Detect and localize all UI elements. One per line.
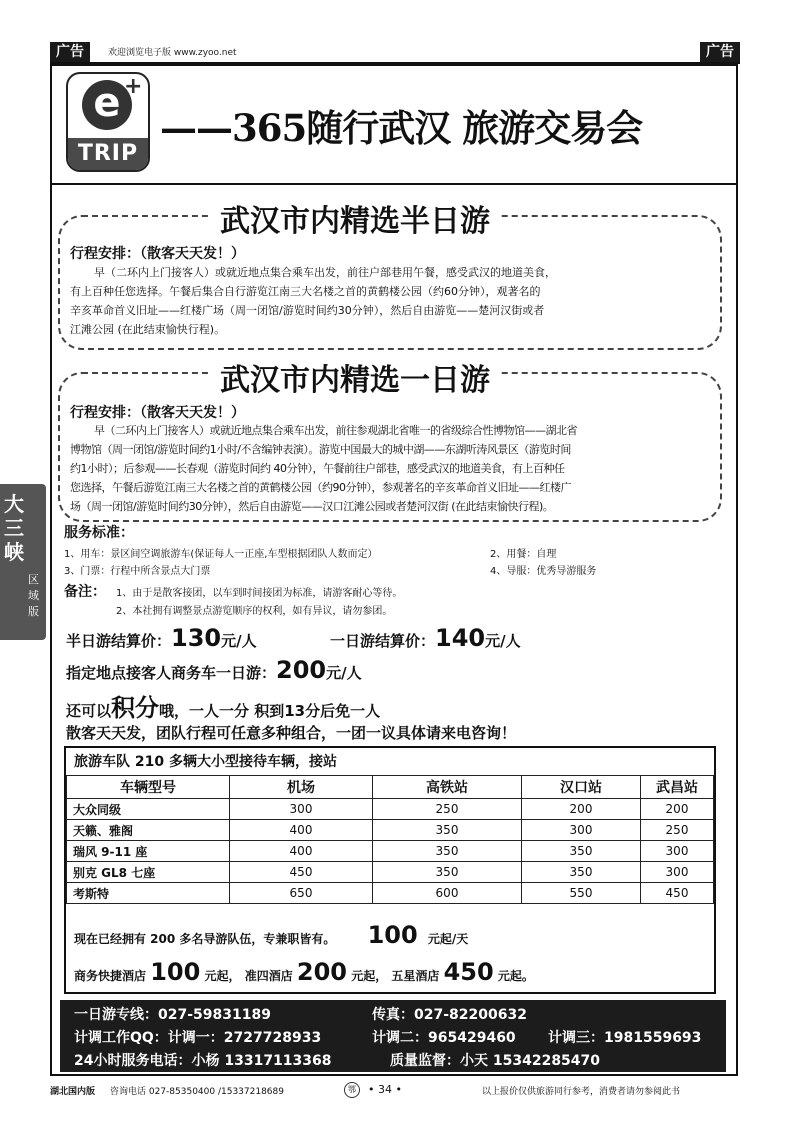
combo-line: 散客天天发，团队行程可任意多种组合，一团一议具体请来电咨询！ [66, 724, 517, 742]
fleet-title: 旅游车队 210 多辆大小型接待车辆，接站 [74, 754, 337, 770]
footer-region: 湖北国内版 [50, 1087, 96, 1097]
cell: 250 [373, 799, 522, 820]
one-day-line-4: 您选择，午餐后游览江南三大名楼之首的黄鹤楼公园（约90分钟），参观著名的辛亥革命首义旧址——红楼广 [70, 481, 571, 494]
one-day-line-2: 博物馆（周一闭馆/游览时间约1小时/不含编钟表演）。游览中国最大的城中湖——东湖听涛风景区（游览时间 [70, 443, 571, 456]
footer-disclaimer: 以上报价仅供旅游同行参考，消费者请勿参阅此书 [482, 1087, 681, 1097]
cell-model: 天籁、雅阁 [67, 820, 230, 841]
cell: 450 [230, 862, 373, 883]
half-day-price-unit: 元/人 [221, 632, 257, 650]
points-line [66, 688, 380, 723]
guides-value: 100 [367, 921, 418, 949]
qq-1: 计调工作QQ：计调一：2727728933 [74, 1030, 322, 1046]
service-title: 服务标准： [64, 525, 134, 541]
hotel-unit-1: 元起， [204, 969, 241, 983]
header-divider [52, 183, 736, 185]
service-item-3: 3、门票：行程中所含景点大门票 [64, 566, 211, 577]
qq-2: 计调二：965429460 [372, 1030, 516, 1046]
service-item-1: 1、用车：景区间空调旅游车(保证每人一正座,车型根据团队人数而定） [64, 549, 378, 560]
half-day-price-value: 130 [171, 624, 222, 652]
table-row [67, 799, 714, 820]
half-day-title: 武汉市内精选半日游 [210, 196, 500, 240]
logo-e-mark: e [82, 80, 132, 130]
fleet-header-model: 车辆型号 [67, 776, 230, 799]
one-day-title: 武汉市内精选一日游 [210, 355, 500, 399]
fleet-table [66, 775, 714, 904]
cell-model: 大众同级 [67, 799, 230, 820]
one-day-price-value: 140 [435, 624, 486, 652]
cell: 400 [230, 841, 373, 862]
cell: 350 [522, 862, 641, 883]
cell: 350 [522, 841, 641, 862]
fleet-header-wuchang: 武昌站 [641, 776, 714, 799]
page-number: • 34 • [368, 1083, 402, 1096]
one-day-price-label: 一日游结算价： [330, 632, 436, 650]
table-row [67, 841, 714, 862]
cell: 450 [641, 883, 714, 904]
fax: 传真：027-82200632 [372, 1007, 527, 1023]
business-car-unit: 元/人 [326, 664, 362, 682]
one-day-line-5: 场（周一闭馆/游览时间约30分钟），然后自由游览——汉口江滩公园或者楚河汉街 (在此结束愉快行程)。 [70, 500, 554, 513]
half-day-line-1: 早（二环内上门接客人）或就近地点集合乘车出发，前往户部巷用午餐，感受武汉的地道美食， [94, 266, 556, 279]
points-big: 积分 [111, 694, 160, 722]
cell-model: 瑞风 9-11 座 [67, 841, 230, 862]
fleet-header-hsr: 高铁站 [373, 776, 522, 799]
half-day-price-label: 半日游结算价： [66, 632, 172, 650]
one-day-line-3: 约1小时）；后参观——长春观（游览时间约 40分钟），午餐前往户部巷，感受武汉的地道美食，有上百种任 [70, 462, 565, 475]
half-day-line-3: 辛亥革命首义旧址——红楼广场（周一闭馆/游览时间约30分钟），然后自由游览——楚河汉街或者 [70, 304, 545, 317]
half-day-price [66, 624, 257, 652]
half-day-line-4: 江滩公园 (在此结束愉快行程)。 [70, 323, 226, 336]
one-day-line-1: 早（二环内上门接客人）或就近地点集合乘车出发，前往参观湖北省唯一的省级综合性博物馆——湖北省 [94, 424, 577, 437]
half-day-line-2: 有上百种任您选择。午餐后集合自行游览江南三大名楼之首的黄鹤楼公园（约60分钟），观著名的 [70, 285, 541, 298]
hotel-unit-3: 元起。 [497, 969, 534, 983]
table-row [67, 883, 714, 904]
fleet-header-hankou: 汉口站 [522, 776, 641, 799]
cell: 300 [641, 862, 714, 883]
fleet-header-row [67, 776, 714, 799]
hotel-value-3: 450 [443, 958, 494, 986]
qq-3: 计调三：1981559693 [548, 1030, 702, 1046]
business-car-label: 指定地点接客人商务车一日游： [66, 664, 277, 682]
logo-trip-word: TRIP [68, 138, 148, 170]
hotline: 一日游专线：027-59831189 [74, 1007, 271, 1023]
top-bar [50, 42, 740, 62]
cell: 200 [522, 799, 641, 820]
cell-model: 别克 GL8 七座 [67, 862, 230, 883]
note-1: 1、由于是散客接团，以车到时间接团为标准，请游客耐心等待。 [116, 588, 403, 599]
hotel-value-2: 200 [296, 958, 348, 986]
cell: 200 [641, 799, 714, 820]
region-side-tab [0, 484, 46, 640]
headline: ——365随行武汉 旅游交易会 [160, 106, 643, 150]
hotel-line [74, 958, 534, 986]
points-post: 哦，一人一分 积到13分后免一人 [159, 702, 381, 720]
table-row [67, 862, 714, 883]
hotel-label-2: 准四酒店 [244, 969, 293, 983]
cell: 250 [641, 820, 714, 841]
service-item-2: 2、用餐：自理 [490, 549, 557, 560]
cell: 550 [522, 883, 641, 904]
one-day-price-unit: 元/人 [485, 632, 521, 650]
business-car-price [66, 656, 362, 684]
quality-supervisor: 质量监督：小天 15342285470 [390, 1053, 601, 1069]
ad-tag-left: 广告 [50, 42, 90, 62]
hotel-value-1: 100 [150, 958, 201, 986]
footer-badge-icon: 鄂 [344, 1082, 360, 1098]
side-tab-title: 大三峡 [4, 492, 24, 564]
contact-block [60, 1000, 726, 1072]
service-hotline: 24小时服务电话：小杨 13317113368 [74, 1053, 332, 1069]
hotel-label-1: 商务快捷酒店 [74, 969, 147, 983]
fleet-header-airport: 机场 [230, 776, 373, 799]
cell: 350 [373, 820, 522, 841]
guides-line [74, 921, 468, 949]
ad-tag-right: 广告 [700, 42, 740, 62]
one-day-price [330, 624, 521, 652]
side-tab-subtitle: 区域版 [28, 573, 39, 618]
etrip-logo [66, 72, 150, 172]
guides-text: 现在已经拥有 200 多名导游队伍，专兼职皆有。 [74, 932, 336, 946]
table-row [67, 820, 714, 841]
logo-plus-mark: + [124, 74, 143, 99]
hotel-label-3: 五星酒店 [391, 969, 440, 983]
cell: 300 [230, 799, 373, 820]
cell: 350 [373, 862, 522, 883]
cell: 350 [373, 841, 522, 862]
cell-model: 考斯特 [67, 883, 230, 904]
footer-phones: 咨询电话 027-85350400 /15337218689 [110, 1087, 284, 1097]
cell: 300 [641, 841, 714, 862]
cell: 300 [522, 820, 641, 841]
note-2: 2、本社拥有调整景点游览顺序的权利，如有异议，请勿参团。 [116, 606, 393, 617]
service-item-4: 4、导服：优秀导游服务 [490, 566, 597, 577]
points-pre: 还可以 [66, 702, 112, 720]
cell: 400 [230, 820, 373, 841]
one-day-label: 行程安排：（散客天天发！） [70, 405, 245, 421]
cell: 650 [230, 883, 373, 904]
site-url-text: 欢迎浏览电子版 www.zyoo.net [108, 48, 237, 58]
note-label: 备注： [64, 584, 106, 600]
cell: 600 [373, 883, 522, 904]
hotel-unit-2: 元起， [351, 969, 388, 983]
business-car-value: 200 [276, 656, 327, 684]
half-day-label: 行程安排：（散客天天发！） [70, 246, 245, 262]
guides-unit: 元起/天 [427, 932, 469, 946]
